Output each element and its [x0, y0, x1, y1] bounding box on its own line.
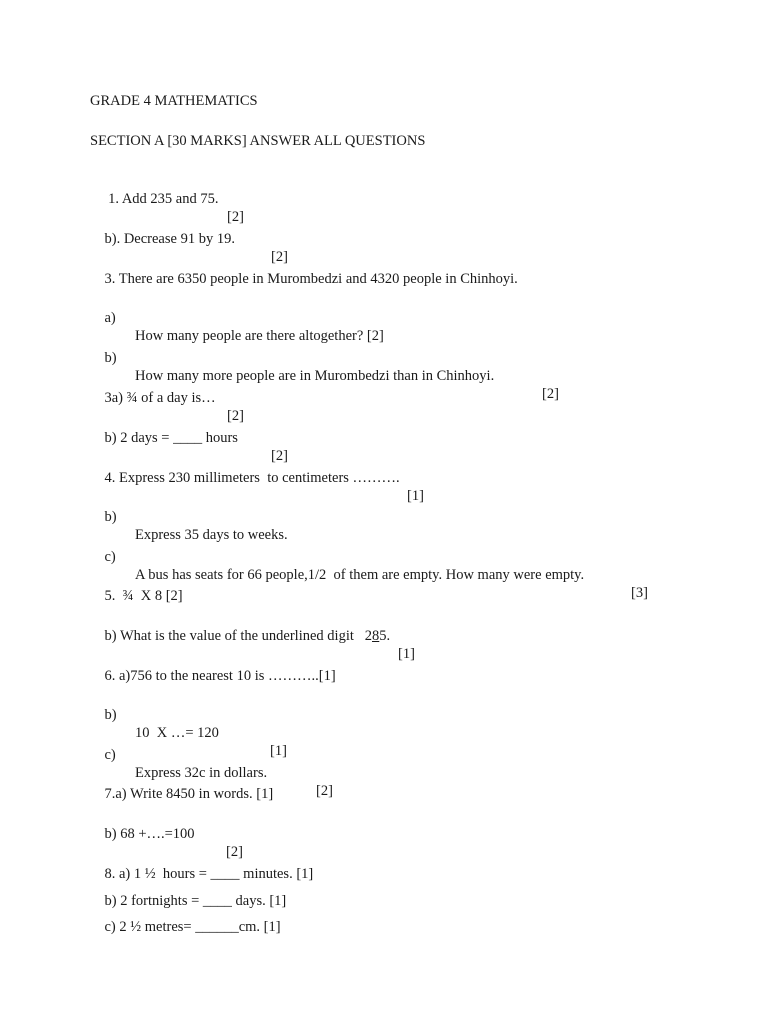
- question-marks: [3]: [631, 585, 648, 601]
- question-8c: [90, 900, 281, 954]
- worksheet-title: GRADE 4 MATHEMATICS: [90, 93, 258, 109]
- question-text: b) What is the value of the underlined digit 2: [104, 628, 373, 644]
- question-text: Express 35 days to weeks.: [135, 527, 288, 543]
- question-prefix: c): [104, 747, 116, 763]
- question-text: How many more people are in Murombedzi than in Chinhoyi.: [135, 368, 495, 384]
- question-4: [90, 451, 424, 523]
- question-prefix: a): [104, 310, 116, 326]
- section-heading: SECTION A [30 MARKS] ANSWER ALL QUESTIONS: [90, 133, 426, 149]
- question-prefix: b): [104, 707, 117, 723]
- question-text: b) 2 fortnights = ____ days. [1]: [104, 893, 287, 909]
- question-marks: [1]: [407, 488, 424, 504]
- question-6: [90, 649, 336, 703]
- question-text: 6. a)756 to the nearest 10 is ………..[1]: [104, 668, 336, 684]
- question-marks: [2]: [542, 386, 559, 402]
- question-prefix: c): [104, 549, 116, 565]
- underlined-digit: 8: [372, 628, 380, 644]
- question-text: 1. Add 235 and 75.: [104, 191, 219, 207]
- question-marks: [1]: [270, 743, 287, 759]
- question-marks: [2]: [226, 844, 243, 860]
- question-text: 8. a) 1 ½ hours = ____ minutes. [1]: [104, 866, 314, 882]
- question-text: 4. Express 230 millimeters to centimeters ……….: [104, 470, 400, 486]
- question-marks: [1]: [398, 646, 415, 662]
- question-prefix: b): [104, 350, 117, 366]
- question-text: b) 2 days = ____ hours: [104, 430, 238, 446]
- question-marks: [2]: [227, 209, 244, 225]
- question-text: 5. ¾ X 8 [2]: [104, 588, 183, 604]
- question-text: c) 2 ½ metres= ______cm. [1]: [104, 919, 281, 935]
- question-text: 3a) ¾ of a day is…: [104, 390, 216, 406]
- question-marks: [2]: [227, 408, 244, 424]
- question-text: 3. There are 6350 people in Murombedzi and 4320 people in Chinhoyi.: [104, 271, 518, 287]
- question-text: 7.a) Write 8450 in words. [1]: [104, 786, 274, 802]
- question-marks: [2]: [316, 783, 333, 799]
- question-3: [90, 252, 518, 306]
- question-text: How many people are there altogether? [2]: [135, 328, 384, 344]
- question-marks: [2]: [271, 448, 288, 464]
- question-prefix: b): [104, 509, 117, 525]
- question-marks: [2]: [271, 249, 288, 265]
- question-text: Express 32c in dollars.: [135, 765, 268, 781]
- question-text: 10 X …= 120: [135, 725, 219, 741]
- question-text: b) 68 +….=100: [104, 826, 195, 842]
- question-text-end: 5.: [379, 628, 391, 644]
- question-text: b). Decrease 91 by 19.: [104, 231, 235, 247]
- question-text: A bus has seats for 66 people,1/2 of them are empty. How many were empty.: [135, 567, 585, 583]
